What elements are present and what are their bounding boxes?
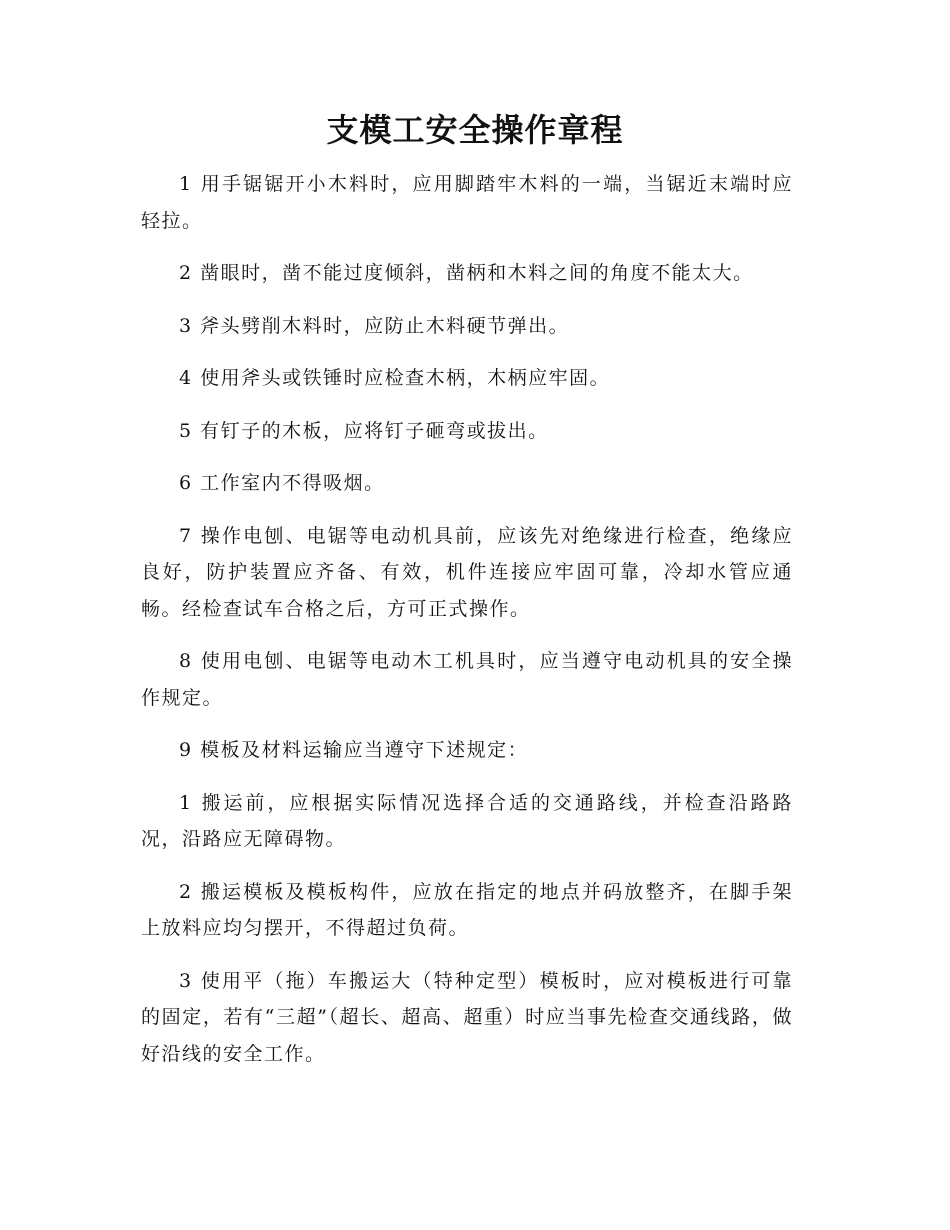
paragraph-2: 2 凿眼时，凿不能过度倾斜，凿柄和木料之间的角度不能太大。 [179, 262, 754, 284]
paragraph-1: 1 用手锯锯开小木料时，应用脚踏牢木料的一端，当锯近末端时应轻拉。 [141, 173, 793, 232]
paragraph-7: 7 操作电刨、电锯等电动机具前，应该先对绝缘进行检查，绝缘应良好，防护装置应齐备、有效，机件连接应牢固可靠，冷却水管应通畅。经检查试车合格之后，方可正式操作。 [141, 524, 793, 620]
paragraph-6: 6 工作室内不得吸烟。 [179, 472, 385, 494]
paragraph-3: 3 斧头劈削木料时，应防止木料硬节弹出。 [179, 314, 570, 337]
paragraph-5: 5 有钉子的木板，应将钉子砸弯或拔出。 [179, 419, 549, 442]
paragraph-9-3: 3 使用平（拖）车搬运大（特种定型）模板时，应对模板进行可靠的固定，若有“三超”（超长、超高、超重）时应当事先检查交通线路，做好沿线的安全工作。 [141, 969, 793, 1065]
paragraph-9-2: 2 搬运模板及模板构件，应放在指定的地点并码放整齐，在脚手架上放料应均匀摆开，不得超过负荷。 [141, 880, 793, 939]
paragraph-8: 8 使用电刨、电锯等电动木工机具时，应当遵守电动机具的安全操作规定。 [141, 650, 793, 709]
document-body [141, 166, 793, 1088]
paragraph-9-1: 1 搬运前，应根据实际情况选择合适的交通路线，并检查沿路路况，沿路应无障碍物。 [141, 791, 793, 850]
paragraph-9: 9 模板及材料运输应当遵守下述规定： [179, 739, 529, 761]
document-title: 支模工安全操作章程 [326, 111, 624, 149]
paragraph-4: 4 使用斧头或铁锤时应检查木柄，木柄应牢固。 [179, 367, 611, 389]
